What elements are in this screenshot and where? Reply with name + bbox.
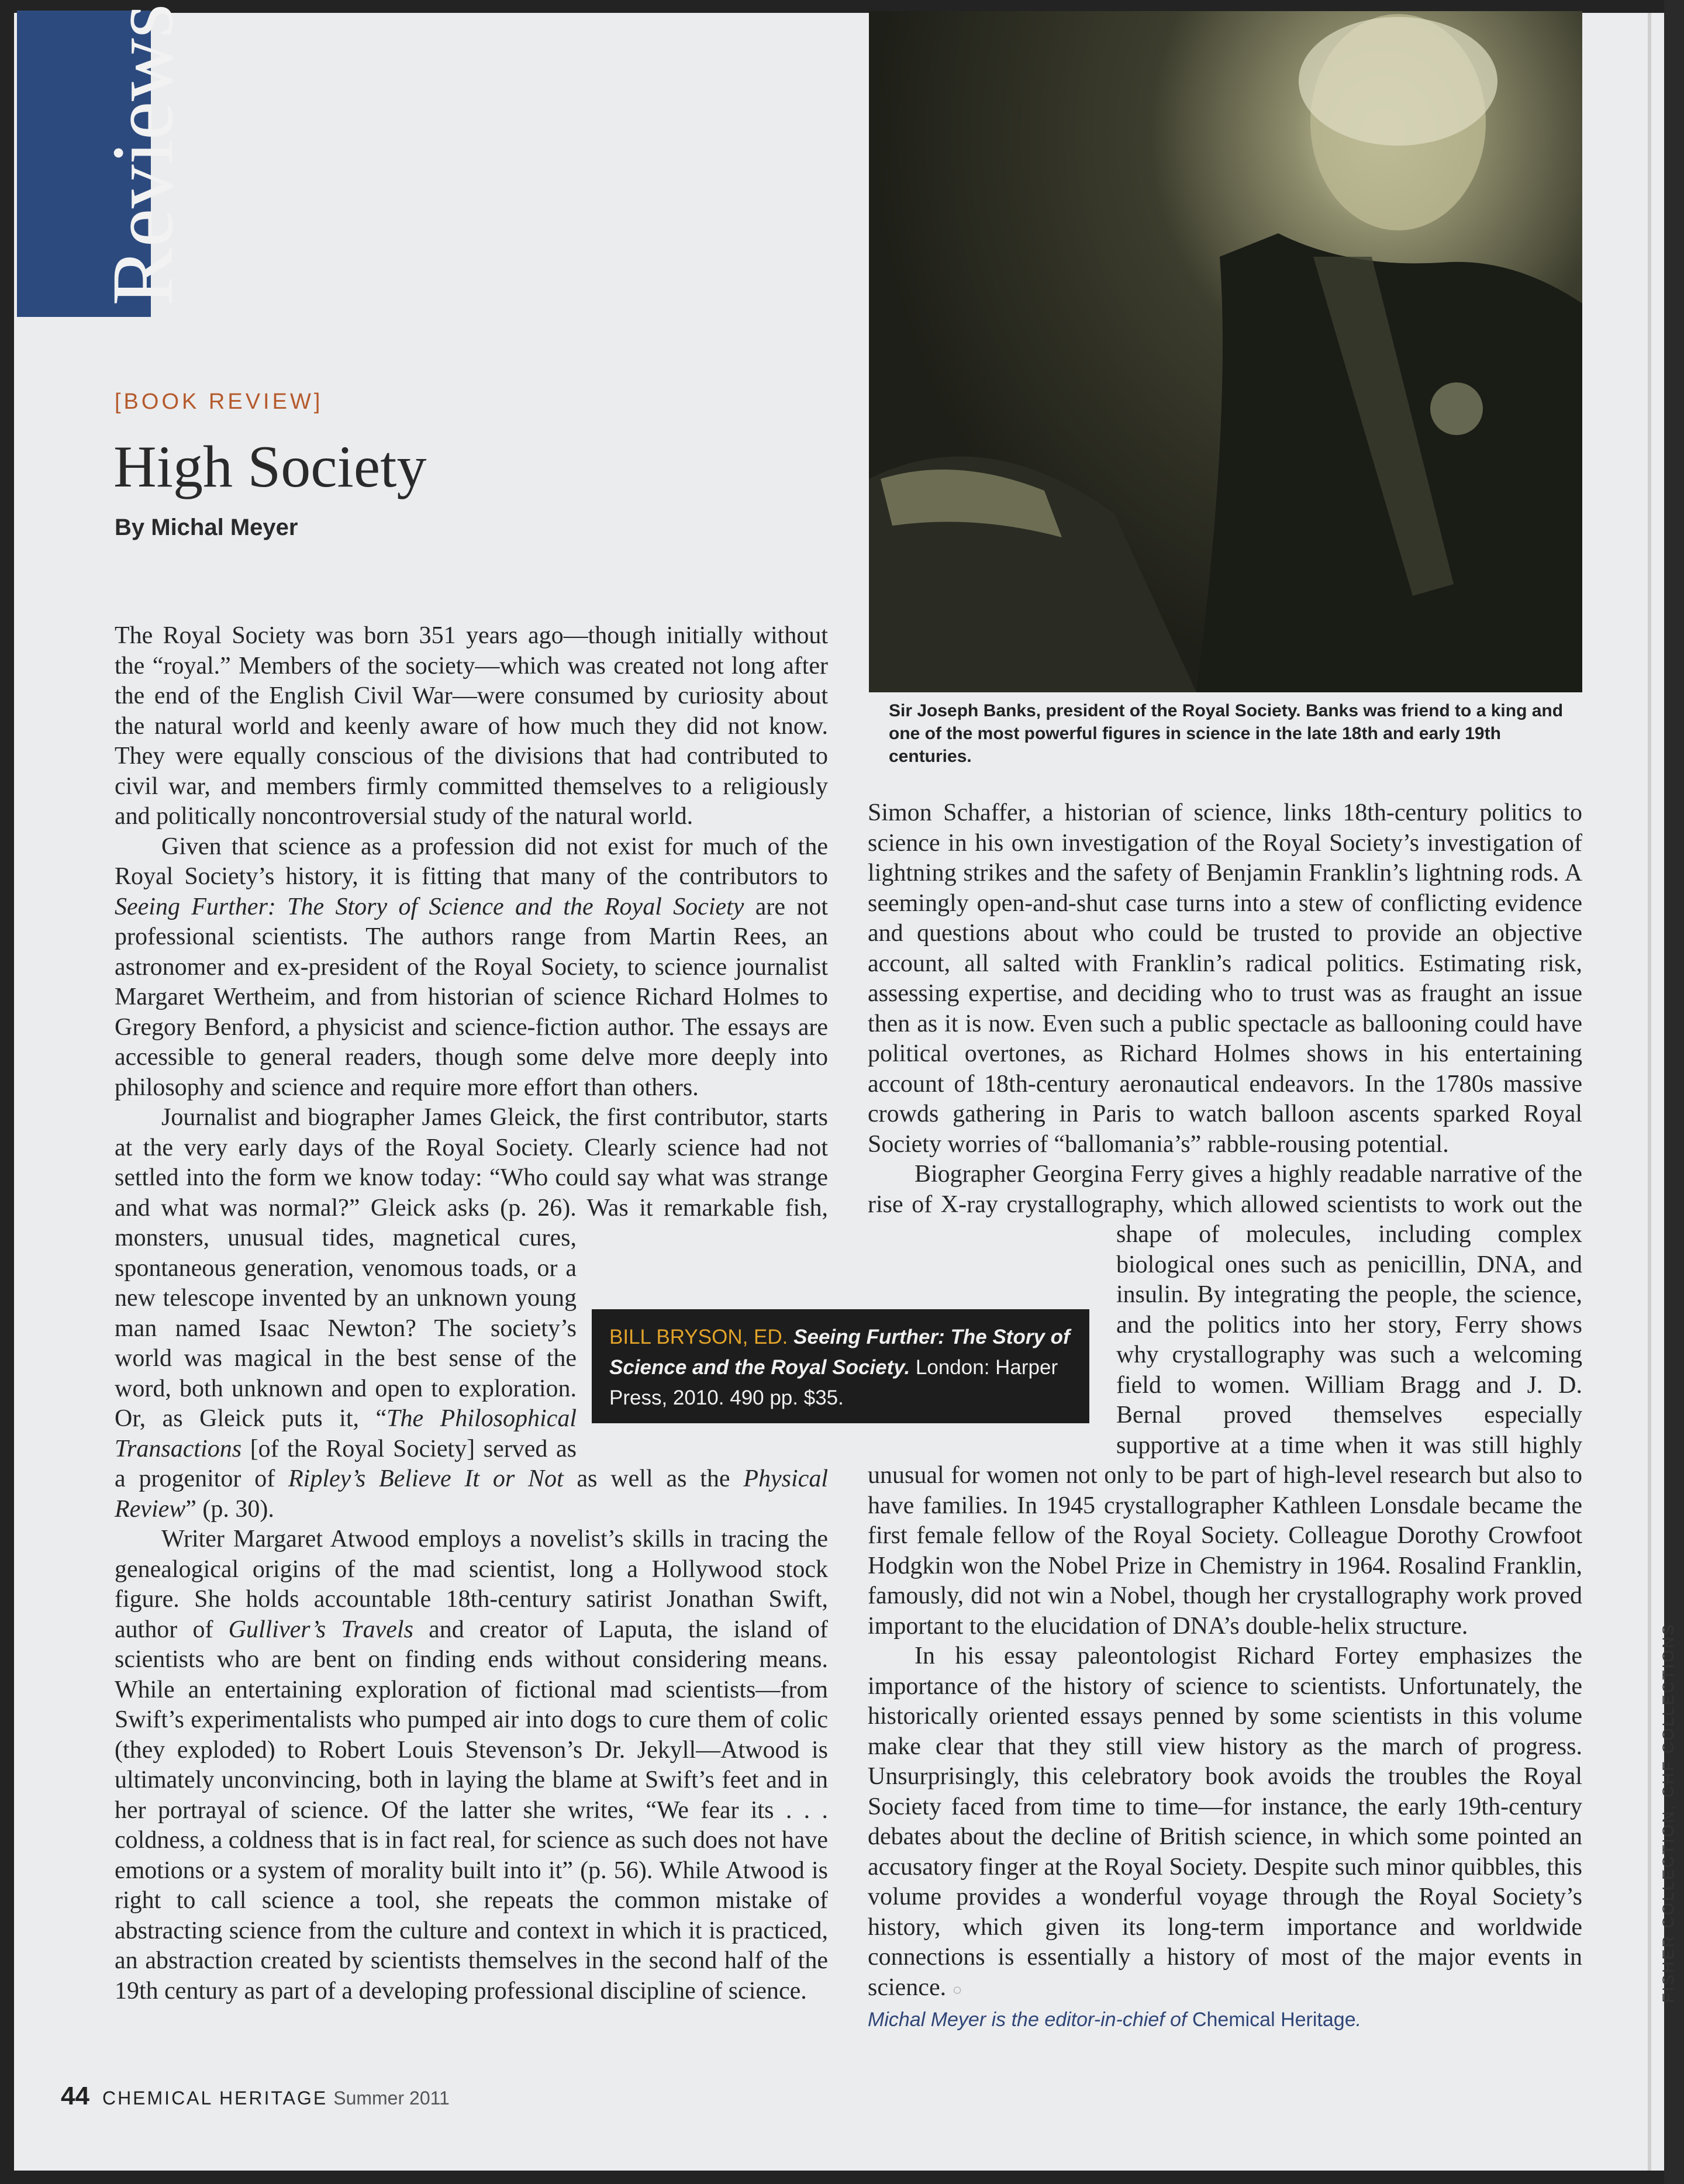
italic-title: The Philosophical Transactions	[115, 1405, 577, 1462]
paragraph	[115, 621, 828, 832]
end-mark-icon: ○	[952, 1981, 962, 1999]
text-run: [of the Royal Society] served as a progenitor of	[115, 1435, 577, 1492]
text-run: Journalist and biographer James Gleick, the first contributor, starts at the very early days of the Royal Society. Clearly science had not settled into the form we know today: “Who could say what was strange and what was normal?” Gleick asks (p. 26). Was it remarkable fish, monsters, unusual tides, magnetical cures, spontaneous generation, venomous toads, or a new telescope invented by an unknown young man named Isaac Newton? The society’s world was magical in the best sense of the word, both unknown and open to exploration. Or, as Gleick puts it, “	[115, 1104, 828, 1432]
text-run: Biographer Georgina Ferry gives a highly readable narrative of the rise of X-ray crystallography, which allowed scientists to work out the shape of molecules, including complex biological ones such as penicillin, DNA, and insulin. By integrating the people, the science, and the politics into her story, Ferry shows why crystallography was such a welcoming field to women. William Bragg and J. D. Bernal proved themselves especially supportive at a time when it was still highly unusual for women not only to be part of high-level research but also to have families. In 1945 crystallographer Kathleen Lonsdale became the first female fellow of the Royal Society. Colleague Dorothy Crowfoot Hodgkin won the Nobel Prize in Chemistry in 1964. Rosalind Franklin, famously, did not win a Nobel, though her crystallography work proved important to the elucidation of DNA’s double-helix structure.	[868, 1161, 1582, 1640]
portrait-engraving	[869, 11, 1582, 692]
text-run: are not professional scientists. The authors range from Martin Rees, an astronomer and ex-president of the Royal Society, to science journalist Margaret Wertheim, and from historian of science Richard Holmes to Gregory Benford, a physicist and science-fiction author. The essays are accessible to general readers, though some delve more deeply into philosophy and science and require more effort than others.	[115, 893, 828, 1101]
text-run: ” (p. 30).	[185, 1495, 274, 1523]
italic-title: Seeing Further: The Story of Science and the Royal Society	[115, 893, 744, 920]
text-run: Given that science as a profession did not exist for much of the Royal Society’s history, it is fitting that many of the contributors to	[115, 833, 828, 890]
page-edge	[1648, 13, 1651, 2171]
text-run: as well as the	[563, 1465, 744, 1492]
magazine-name: CHEMICAL HERITAGE	[102, 2088, 328, 2109]
article-kicker: [BOOK REVIEW]	[115, 389, 323, 414]
italic-title: Physical Review	[115, 1465, 828, 1523]
bio-prefix: Michal Meyer is the editor-in-chief of	[868, 2009, 1192, 2031]
italic-title: Gulliver’s Travels	[228, 1616, 413, 1643]
book-author: BILL BRYSON, ED.	[609, 1326, 788, 1348]
article-title: High Society	[113, 434, 427, 500]
text-run: and creator of Laputa, the island of scientists who are bent on finding ends without considering means. While an entertaining exploration of fictional mad scientists—from Swift’s experimentalists who pumped air into dogs to cure them of colic (they exploded) to Robert Louis Stevenson’s Dr. Jekyll—Atwood is ultimately unconvincing, both in laying the blame at Swift’s feet and in her portrayal of science. Of the latter she writes, “We fear its . . . coldness, a coldness that is in fact real, for science as such does not have emotions or a system of morality built into it” (p. 56). While Atwood is right to call science a tool, she repeats the common mistake of abstracting science from the culture and context in which it is practiced, an abstraction created by scientists themselves in the second half of the 19th century as part of a developing professional discipline of science.	[115, 1616, 828, 2004]
page-footer	[61, 2082, 450, 2111]
photo-caption: Sir Joseph Banks, president of the Royal Society. Banks was friend to a king and one of the most powerful figures in science in the late 18th and early 19th centuries.	[889, 701, 1564, 766]
text-run: Simon Schaffer, a historian of science, links 18th-century politics to science in his own investigation of the Royal Society’s investigation of lightning strikes and the safety of Benjamin Franklin’s lightning rods. A seemingly open-and-shut case turns into a stew of conflicting evidence and questions about who could be trusted to provide an objective account, all salted with Franklin’s radical politics. Estimating risk, assessing expertise, and deciding who to trust was as fraught an issue then as it is now. Even such a public spectacle as ballooning could have political overtones, as Richard Holmes shows in his entertaining account of 18th-century aeronautical endeavors. In the 1780s massive crowds gathering in Paris to watch balloon ascents sparked Royal Society worries of “ballomania’s” rabble-rousing potential.	[868, 799, 1582, 1158]
issue-date: Summer 2011	[333, 2088, 450, 2109]
italic-title: Ripley’s Believe It or Not	[288, 1465, 564, 1492]
text-run: Writer Margaret Atwood employs a novelist’s skills in tracing the genealogical origins of the mad scientist, long a Hollywood stock figure. She holds accountable 18th-century satirist Jonathan Swift, author of	[115, 1526, 828, 1643]
text-run: In his essay paleontologist Richard Fortey emphasizes the importance of the history of science to scientists. Unfortunately, the historically oriented essays penned by some scientists in this volume make clear that they still view history as the march of progress. Unsurprisingly, this celebratory book avoids the troubles the Royal Society faced from time to time—for instance, the early 19th-century debates about the decline of British science, in which some pointed an accusatory finger at the Royal Society. Despite such minor quibbles, this volume provides a wonderful voyage through the Royal Society’s history, which given its long-term importance and worldwide connections is essentially a history of most of the major events in science.	[868, 1643, 1582, 2001]
paragraph	[868, 798, 1582, 1160]
section-label: Reviews	[94, 4, 191, 306]
page-number: 44	[61, 2082, 89, 2110]
book-title: Seeing Further: The Story of Science and the Royal Society.	[609, 1326, 1070, 1379]
author-bio	[868, 2005, 1582, 2035]
photo-credit: FISHER COLLECTION, CHF COLLECTIONS	[1659, 1623, 1677, 2003]
bio-magazine: Chemical Heritage	[1192, 2009, 1356, 2031]
section-tab	[17, 4, 191, 317]
paragraph	[868, 1641, 1582, 2005]
article-byline: By Michal Meyer	[115, 515, 298, 540]
text-run: The Royal Society was born 351 years ago—though initially without the “royal.” Members of the society—which was created not long after the end of the English Civil War—were consumed by curiosity about the natural world and keenly aware of how much they did not know. They were equally conscious of the divisions that had contributed to civil war, and members firmly committed themselves to a religiously and politically noncontroversial study of the natural world.	[115, 622, 828, 830]
portrait-photo	[869, 11, 1582, 692]
book-info-box	[592, 1309, 1089, 1423]
book-details: London: Harper Press, 2010. 490 pp. $35.	[609, 1356, 1058, 1409]
paragraph	[115, 1524, 828, 2006]
paragraph	[115, 832, 828, 1103]
bio-suffix: .	[1355, 2009, 1362, 2031]
